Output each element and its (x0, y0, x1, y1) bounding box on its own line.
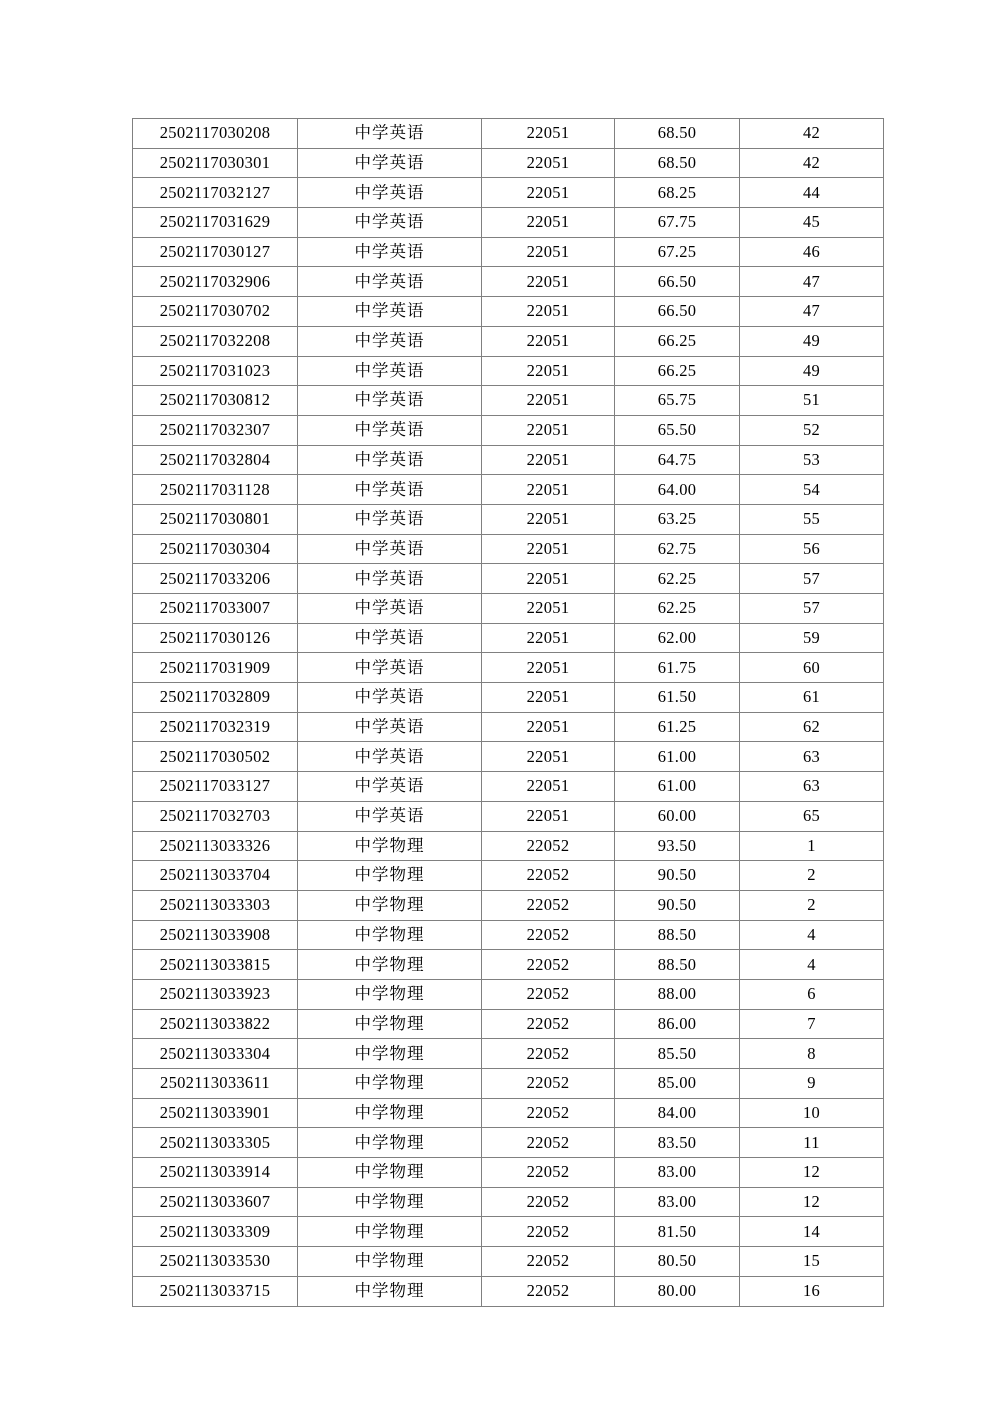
cell-rank: 47 (740, 297, 884, 327)
cell-rank: 11 (740, 1128, 884, 1158)
cell-candidate-number: 2502113033815 (133, 950, 298, 980)
cell-subject: 中学物理 (298, 920, 482, 950)
cell-candidate-number: 2502117030304 (133, 534, 298, 564)
cell-subject: 中学英语 (298, 297, 482, 327)
cell-subject: 中学英语 (298, 594, 482, 624)
cell-post-code: 22052 (482, 950, 615, 980)
cell-score: 83.50 (615, 1128, 740, 1158)
cell-score: 60.00 (615, 801, 740, 831)
cell-score: 64.75 (615, 445, 740, 475)
cell-rank: 49 (740, 356, 884, 386)
cell-rank: 49 (740, 326, 884, 356)
cell-rank: 2 (740, 861, 884, 891)
cell-score: 61.00 (615, 742, 740, 772)
cell-score: 65.50 (615, 415, 740, 445)
table-row (133, 623, 884, 653)
cell-post-code: 22052 (482, 890, 615, 920)
cell-candidate-number: 2502117032208 (133, 326, 298, 356)
cell-rank: 16 (740, 1276, 884, 1306)
cell-score: 61.25 (615, 712, 740, 742)
cell-rank: 2 (740, 890, 884, 920)
cell-candidate-number: 2502117031128 (133, 475, 298, 505)
cell-rank: 56 (740, 534, 884, 564)
table-row (133, 653, 884, 683)
table-row (133, 1128, 884, 1158)
cell-candidate-number: 2502113033303 (133, 890, 298, 920)
cell-rank: 10 (740, 1098, 884, 1128)
table-row (133, 1069, 884, 1099)
cell-rank: 54 (740, 475, 884, 505)
cell-score: 61.75 (615, 653, 740, 683)
cell-subject: 中学英语 (298, 445, 482, 475)
cell-candidate-number: 2502117030127 (133, 237, 298, 267)
cell-rank: 9 (740, 1069, 884, 1099)
table-row (133, 445, 884, 475)
cell-subject: 中学物理 (298, 1128, 482, 1158)
cell-post-code: 22052 (482, 831, 615, 861)
cell-candidate-number: 2502113033715 (133, 1276, 298, 1306)
score-table-body (133, 119, 884, 1307)
cell-rank: 51 (740, 386, 884, 416)
cell-post-code: 22051 (482, 712, 615, 742)
cell-post-code: 22052 (482, 1098, 615, 1128)
cell-rank: 4 (740, 920, 884, 950)
cell-candidate-number: 2502117032804 (133, 445, 298, 475)
cell-candidate-number: 2502117031023 (133, 356, 298, 386)
cell-candidate-number: 2502117031629 (133, 208, 298, 238)
cell-subject: 中学英语 (298, 772, 482, 802)
cell-score: 84.00 (615, 1098, 740, 1128)
cell-subject: 中学英语 (298, 237, 482, 267)
table-row (133, 1098, 884, 1128)
cell-score: 90.50 (615, 861, 740, 891)
table-row (133, 950, 884, 980)
cell-candidate-number: 2502113033704 (133, 861, 298, 891)
table-row (133, 534, 884, 564)
cell-subject: 中学英语 (298, 119, 482, 149)
cell-score: 67.75 (615, 208, 740, 238)
cell-score: 66.50 (615, 297, 740, 327)
table-row (133, 1187, 884, 1217)
table-row (133, 237, 884, 267)
cell-post-code: 22052 (482, 861, 615, 891)
cell-score: 68.50 (615, 119, 740, 149)
cell-subject: 中学物理 (298, 950, 482, 980)
cell-score: 62.75 (615, 534, 740, 564)
table-row (133, 742, 884, 772)
table-row (133, 297, 884, 327)
cell-score: 86.00 (615, 1009, 740, 1039)
cell-rank: 57 (740, 594, 884, 624)
cell-rank: 59 (740, 623, 884, 653)
cell-score: 83.00 (615, 1158, 740, 1188)
cell-post-code: 22052 (482, 979, 615, 1009)
cell-post-code: 22052 (482, 1247, 615, 1277)
cell-subject: 中学物理 (298, 1276, 482, 1306)
table-row (133, 1276, 884, 1306)
cell-score: 64.00 (615, 475, 740, 505)
cell-post-code: 22051 (482, 267, 615, 297)
cell-score: 66.25 (615, 326, 740, 356)
cell-candidate-number: 2502113033309 (133, 1217, 298, 1247)
cell-subject: 中学物理 (298, 1217, 482, 1247)
cell-rank: 45 (740, 208, 884, 238)
table-row (133, 1247, 884, 1277)
cell-subject: 中学物理 (298, 890, 482, 920)
cell-score: 68.50 (615, 148, 740, 178)
cell-rank: 65 (740, 801, 884, 831)
cell-candidate-number: 2502113033326 (133, 831, 298, 861)
cell-subject: 中学英语 (298, 504, 482, 534)
cell-subject: 中学英语 (298, 356, 482, 386)
cell-rank: 57 (740, 564, 884, 594)
cell-candidate-number: 2502113033304 (133, 1039, 298, 1069)
cell-post-code: 22052 (482, 1276, 615, 1306)
table-row (133, 267, 884, 297)
cell-rank: 4 (740, 950, 884, 980)
cell-post-code: 22052 (482, 1128, 615, 1158)
cell-score: 93.50 (615, 831, 740, 861)
cell-candidate-number: 2502113033901 (133, 1098, 298, 1128)
cell-subject: 中学物理 (298, 1069, 482, 1099)
cell-rank: 14 (740, 1217, 884, 1247)
cell-candidate-number: 2502113033908 (133, 920, 298, 950)
cell-post-code: 22052 (482, 1158, 615, 1188)
cell-post-code: 22051 (482, 801, 615, 831)
table-row (133, 1217, 884, 1247)
cell-post-code: 22051 (482, 297, 615, 327)
cell-score: 65.75 (615, 386, 740, 416)
cell-score: 62.25 (615, 564, 740, 594)
cell-post-code: 22051 (482, 594, 615, 624)
cell-rank: 7 (740, 1009, 884, 1039)
cell-subject: 中学物理 (298, 1098, 482, 1128)
cell-post-code: 22051 (482, 653, 615, 683)
cell-post-code: 22051 (482, 237, 615, 267)
table-row (133, 475, 884, 505)
table-row (133, 1009, 884, 1039)
table-row (133, 1158, 884, 1188)
cell-candidate-number: 2502113033607 (133, 1187, 298, 1217)
table-row (133, 326, 884, 356)
cell-rank: 8 (740, 1039, 884, 1069)
cell-subject: 中学物理 (298, 831, 482, 861)
cell-subject: 中学英语 (298, 386, 482, 416)
cell-post-code: 22052 (482, 1039, 615, 1069)
cell-post-code: 22051 (482, 475, 615, 505)
cell-score: 83.00 (615, 1187, 740, 1217)
cell-rank: 61 (740, 683, 884, 713)
cell-candidate-number: 2502117030801 (133, 504, 298, 534)
cell-rank: 1 (740, 831, 884, 861)
table-row (133, 178, 884, 208)
table-row (133, 861, 884, 891)
cell-candidate-number: 2502117030301 (133, 148, 298, 178)
cell-score: 80.00 (615, 1276, 740, 1306)
cell-post-code: 22052 (482, 1069, 615, 1099)
cell-candidate-number: 2502117032319 (133, 712, 298, 742)
cell-candidate-number: 2502117031909 (133, 653, 298, 683)
cell-score: 66.25 (615, 356, 740, 386)
cell-candidate-number: 2502117030702 (133, 297, 298, 327)
cell-subject: 中学物理 (298, 1247, 482, 1277)
cell-rank: 6 (740, 979, 884, 1009)
cell-score: 90.50 (615, 890, 740, 920)
cell-candidate-number: 2502117030812 (133, 386, 298, 416)
cell-candidate-number: 2502117033007 (133, 594, 298, 624)
cell-candidate-number: 2502113033822 (133, 1009, 298, 1039)
cell-post-code: 22051 (482, 623, 615, 653)
cell-subject: 中学英语 (298, 148, 482, 178)
cell-candidate-number: 2502117032127 (133, 178, 298, 208)
score-ranking-table (132, 118, 884, 1307)
table-row (133, 415, 884, 445)
cell-subject: 中学物理 (298, 1039, 482, 1069)
cell-candidate-number: 2502113033923 (133, 979, 298, 1009)
cell-post-code: 22051 (482, 148, 615, 178)
table-row (133, 801, 884, 831)
table-row (133, 712, 884, 742)
cell-post-code: 22051 (482, 208, 615, 238)
cell-post-code: 22051 (482, 564, 615, 594)
cell-subject: 中学英语 (298, 801, 482, 831)
cell-candidate-number: 2502113033530 (133, 1247, 298, 1277)
cell-rank: 44 (740, 178, 884, 208)
table-row (133, 920, 884, 950)
cell-subject: 中学英语 (298, 712, 482, 742)
table-row (133, 772, 884, 802)
cell-candidate-number: 2502117033127 (133, 772, 298, 802)
cell-rank: 63 (740, 742, 884, 772)
cell-rank: 55 (740, 504, 884, 534)
cell-score: 62.25 (615, 594, 740, 624)
table-row (133, 386, 884, 416)
cell-rank: 12 (740, 1158, 884, 1188)
cell-rank: 46 (740, 237, 884, 267)
cell-rank: 53 (740, 445, 884, 475)
cell-score: 88.50 (615, 920, 740, 950)
cell-score: 62.00 (615, 623, 740, 653)
cell-score: 68.25 (615, 178, 740, 208)
cell-post-code: 22051 (482, 742, 615, 772)
cell-subject: 中学英语 (298, 683, 482, 713)
cell-post-code: 22051 (482, 178, 615, 208)
cell-post-code: 22051 (482, 356, 615, 386)
table-row (133, 356, 884, 386)
cell-subject: 中学英语 (298, 208, 482, 238)
cell-rank: 42 (740, 119, 884, 149)
cell-candidate-number: 2502117032906 (133, 267, 298, 297)
cell-candidate-number: 2502117030208 (133, 119, 298, 149)
cell-subject: 中学物理 (298, 1187, 482, 1217)
cell-candidate-number: 2502117032809 (133, 683, 298, 713)
cell-subject: 中学英语 (298, 178, 482, 208)
table-row (133, 119, 884, 149)
table-row (133, 504, 884, 534)
cell-subject: 中学英语 (298, 742, 482, 772)
cell-subject: 中学英语 (298, 267, 482, 297)
cell-post-code: 22051 (482, 119, 615, 149)
table-row (133, 564, 884, 594)
table-row (133, 1039, 884, 1069)
cell-candidate-number: 2502113033305 (133, 1128, 298, 1158)
cell-score: 61.50 (615, 683, 740, 713)
cell-post-code: 22051 (482, 386, 615, 416)
cell-subject: 中学物理 (298, 1009, 482, 1039)
cell-subject: 中学物理 (298, 979, 482, 1009)
cell-rank: 42 (740, 148, 884, 178)
cell-candidate-number: 2502117032703 (133, 801, 298, 831)
cell-rank: 52 (740, 415, 884, 445)
table-row (133, 683, 884, 713)
cell-score: 80.50 (615, 1247, 740, 1277)
table-row (133, 148, 884, 178)
cell-score: 67.25 (615, 237, 740, 267)
cell-candidate-number: 2502113033914 (133, 1158, 298, 1188)
cell-score: 88.00 (615, 979, 740, 1009)
cell-post-code: 22051 (482, 683, 615, 713)
cell-candidate-number: 2502117030126 (133, 623, 298, 653)
cell-rank: 60 (740, 653, 884, 683)
table-row (133, 208, 884, 238)
table-row (133, 890, 884, 920)
cell-post-code: 22051 (482, 504, 615, 534)
cell-score: 61.00 (615, 772, 740, 802)
cell-subject: 中学英语 (298, 475, 482, 505)
cell-post-code: 22051 (482, 326, 615, 356)
cell-rank: 47 (740, 267, 884, 297)
cell-candidate-number: 2502113033611 (133, 1069, 298, 1099)
cell-rank: 12 (740, 1187, 884, 1217)
cell-score: 85.50 (615, 1039, 740, 1069)
cell-candidate-number: 2502117033206 (133, 564, 298, 594)
cell-subject: 中学英语 (298, 623, 482, 653)
cell-rank: 63 (740, 772, 884, 802)
cell-rank: 15 (740, 1247, 884, 1277)
cell-post-code: 22052 (482, 1217, 615, 1247)
cell-post-code: 22052 (482, 1009, 615, 1039)
cell-candidate-number: 2502117030502 (133, 742, 298, 772)
cell-score: 63.25 (615, 504, 740, 534)
cell-score: 81.50 (615, 1217, 740, 1247)
cell-score: 88.50 (615, 950, 740, 980)
cell-post-code: 22051 (482, 534, 615, 564)
cell-candidate-number: 2502117032307 (133, 415, 298, 445)
cell-rank: 62 (740, 712, 884, 742)
cell-subject: 中学英语 (298, 326, 482, 356)
cell-subject: 中学英语 (298, 564, 482, 594)
table-row (133, 831, 884, 861)
cell-post-code: 22051 (482, 772, 615, 802)
table-row (133, 979, 884, 1009)
cell-score: 85.00 (615, 1069, 740, 1099)
cell-score: 66.50 (615, 267, 740, 297)
cell-subject: 中学物理 (298, 1158, 482, 1188)
cell-subject: 中学物理 (298, 861, 482, 891)
cell-subject: 中学英语 (298, 534, 482, 564)
cell-subject: 中学英语 (298, 415, 482, 445)
cell-post-code: 22052 (482, 920, 615, 950)
cell-post-code: 22052 (482, 1187, 615, 1217)
cell-subject: 中学英语 (298, 653, 482, 683)
cell-post-code: 22051 (482, 445, 615, 475)
cell-post-code: 22051 (482, 415, 615, 445)
table-row (133, 594, 884, 624)
